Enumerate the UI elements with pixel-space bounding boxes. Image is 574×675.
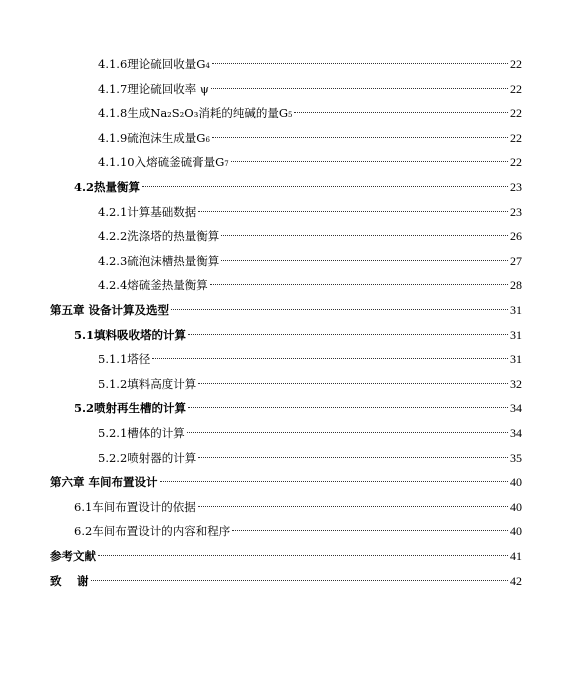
dot-leader — [198, 506, 508, 507]
toc-entry[interactable] — [74, 177, 522, 197]
dot-leader — [211, 88, 508, 89]
toc-entry[interactable] — [98, 128, 522, 148]
toc-entry[interactable] — [74, 325, 522, 345]
toc-page-number: 22 — [510, 130, 522, 145]
toc-page-number: 26 — [510, 229, 522, 244]
dot-leader — [171, 309, 508, 310]
dot-leader — [231, 161, 508, 162]
toc-row — [0, 374, 574, 394]
toc-entry[interactable] — [98, 275, 522, 295]
toc-entry-title: 4.2.4熔硫釜热量衡算 — [98, 278, 208, 293]
dot-leader — [187, 432, 508, 433]
toc-page-number: 32 — [510, 376, 522, 391]
toc-page-number: 22 — [510, 57, 522, 71]
toc-entry-title: 4.1.6理论硫回收量G — [98, 57, 206, 71]
toc-row — [0, 521, 574, 541]
dot-leader — [198, 383, 508, 384]
dot-leader — [221, 260, 508, 261]
toc-entry-title: 5.2.1槽体的计算 — [98, 426, 185, 440]
toc-row — [0, 497, 574, 517]
toc-entry[interactable] — [50, 300, 522, 320]
dot-leader — [294, 112, 508, 113]
toc-page-number: 27 — [510, 253, 522, 268]
toc-entry-title: 6.1车间布置设计的依据 — [74, 499, 196, 514]
toc-entry-title: 5.2.2喷射器的计算 — [98, 450, 197, 465]
dot-leader — [198, 457, 508, 458]
toc-entry-title: 4.1.9硫泡沫生成量G — [98, 130, 206, 145]
toc-entry-title: 5.1.1塔径 — [98, 352, 151, 367]
toc-entry-title: 4.2.2洗涤塔的热量衡算 — [98, 229, 220, 244]
toc-row — [0, 472, 574, 492]
toc-entry[interactable] — [98, 251, 522, 271]
dot-leader — [152, 358, 508, 359]
toc-entry-title: 第六章 车间布置设计 — [50, 475, 158, 490]
toc-row — [0, 325, 574, 345]
toc-entry[interactable] — [50, 546, 522, 566]
toc-page-number: 31 — [510, 303, 522, 317]
dot-leader — [188, 334, 508, 335]
toc-entry-title: 参考文献 — [50, 549, 96, 563]
dot-leader — [212, 137, 508, 138]
toc-page-number: 42 — [510, 573, 522, 588]
toc-entry[interactable] — [98, 54, 522, 74]
toc-entry[interactable] — [74, 398, 522, 418]
toc-row — [0, 448, 574, 468]
toc-page-number: 40 — [510, 499, 522, 514]
toc-entry-title: 4.2.1计算基础数据 — [98, 204, 197, 219]
toc-page-number: 34 — [510, 426, 522, 440]
toc-row — [0, 54, 574, 74]
toc-entry[interactable] — [98, 349, 522, 369]
toc-row — [0, 177, 574, 197]
toc-entry-subscript: 5 — [288, 111, 293, 120]
toc-entry[interactable] — [98, 226, 522, 246]
toc-entry-subscript: 4 — [205, 62, 210, 70]
toc-row — [0, 300, 574, 320]
toc-row — [0, 128, 574, 148]
toc-entry[interactable] — [98, 448, 522, 468]
toc-page-number: 40 — [510, 475, 522, 490]
toc-entry[interactable] — [98, 103, 522, 123]
dot-leader — [198, 211, 508, 212]
toc-page-number: 22 — [510, 81, 522, 96]
toc-entry-title: 5.2喷射再生槽的计算 — [74, 401, 187, 416]
toc-entry[interactable] — [98, 202, 522, 222]
toc-row — [0, 275, 574, 295]
toc-entry-subscript: 6 — [205, 135, 210, 144]
toc-entry[interactable] — [74, 521, 522, 541]
dot-leader — [210, 284, 508, 285]
dot-leader — [232, 530, 508, 531]
toc-entry-title: 4.2.3硫泡沫槽热量衡算 — [98, 253, 220, 268]
dot-leader — [160, 481, 508, 482]
toc-row — [0, 251, 574, 271]
toc-entry[interactable] — [50, 571, 522, 591]
toc-row — [0, 152, 574, 172]
toc-row — [0, 546, 574, 566]
toc-page-number: 28 — [510, 278, 522, 293]
toc-entry-title: 第五章 设备计算及选型 — [50, 303, 170, 317]
toc-entry[interactable] — [98, 374, 522, 394]
toc-entry-title: 5.1填料吸收塔的计算 — [74, 327, 187, 342]
toc-entry-title: 4.2热量衡算 — [74, 180, 141, 194]
toc-page-number: 31 — [510, 352, 522, 367]
dot-leader — [98, 555, 508, 556]
toc-row — [0, 202, 574, 222]
toc-page-number: 23 — [510, 204, 522, 219]
toc-page-number: 40 — [510, 524, 522, 539]
toc-page-number: 22 — [510, 155, 522, 170]
toc-entry-title: 4.1.10入熔硫釜硫膏量G — [98, 155, 225, 170]
dot-leader — [142, 186, 508, 187]
toc-entry[interactable] — [98, 152, 522, 172]
toc-entry[interactable] — [98, 79, 522, 99]
dot-leader — [188, 407, 508, 408]
toc-entry-title: 4.1.8生成Na₂S₂O₃消耗的纯碱的量G — [98, 106, 289, 121]
toc-entry[interactable] — [74, 497, 522, 517]
dot-leader — [221, 235, 508, 236]
toc-entry-title: 5.1.2填料高度计算 — [98, 376, 197, 391]
toc-page-number: 22 — [510, 106, 522, 121]
toc-row — [0, 103, 574, 123]
toc-entry-subscript: 7 — [224, 160, 229, 169]
toc-entry-title: 4.1.7理论硫回收率 ψ — [98, 81, 209, 96]
toc-page-number: 23 — [510, 180, 522, 194]
toc-entry-title: 致 谢 — [50, 573, 89, 588]
dot-leader — [91, 580, 508, 581]
toc-row — [0, 423, 574, 443]
toc-entry-title: 6.2车间布置设计的内容和程序 — [74, 524, 231, 539]
toc-entry[interactable] — [98, 423, 522, 443]
toc-row — [0, 226, 574, 246]
toc-page-number: 35 — [510, 450, 522, 465]
toc-row — [0, 398, 574, 418]
dot-leader — [212, 63, 508, 64]
toc-row — [0, 571, 574, 591]
toc-entry[interactable] — [50, 472, 522, 492]
toc-page-number: 34 — [510, 401, 522, 416]
toc-page-number: 41 — [510, 549, 522, 563]
toc-row — [0, 349, 574, 369]
toc-page-number: 31 — [510, 327, 522, 342]
toc-row — [0, 79, 574, 99]
